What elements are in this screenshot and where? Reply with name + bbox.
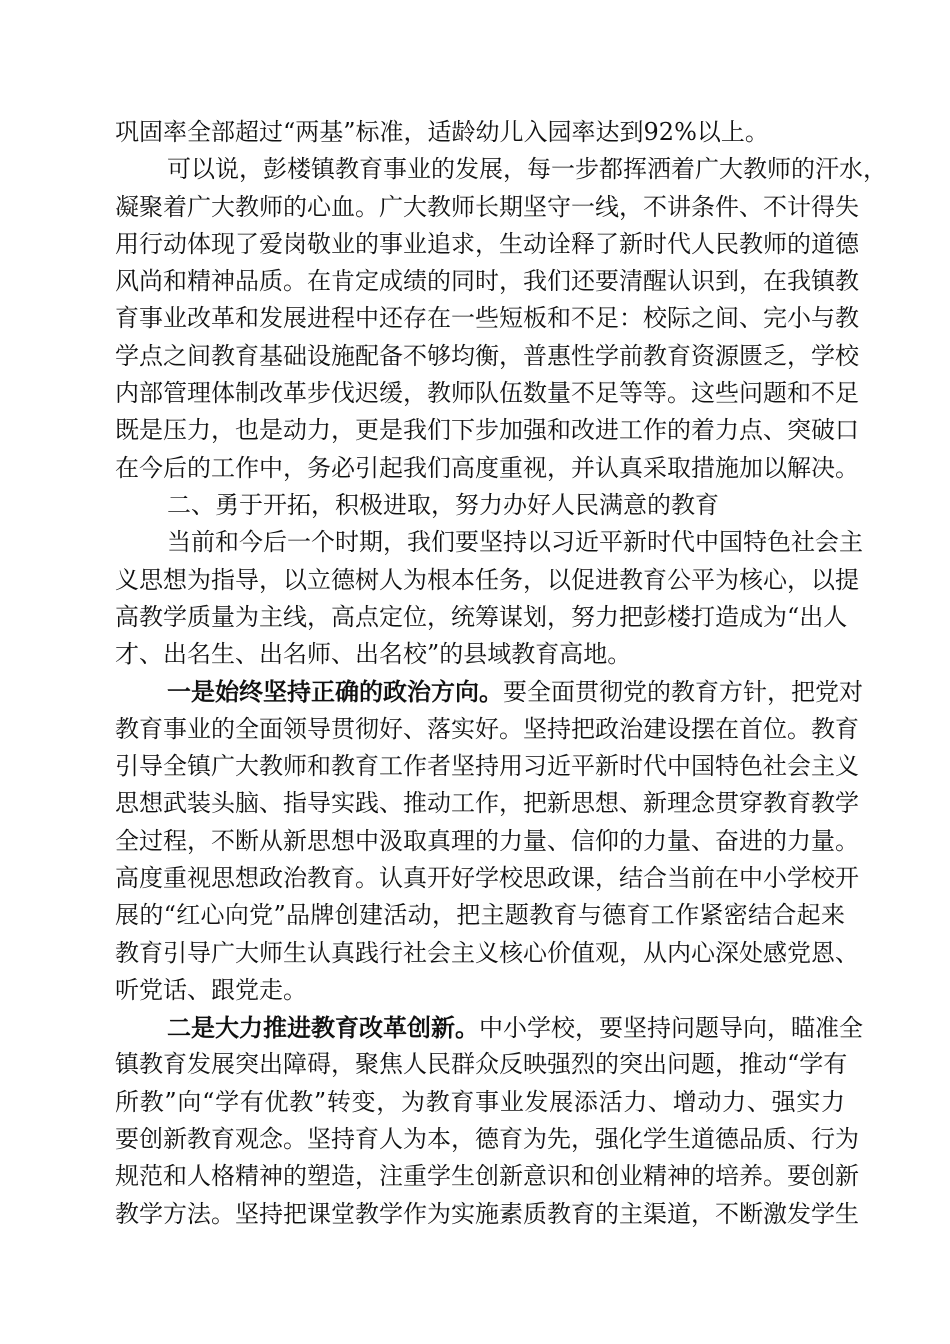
line-text: 学点之间教育基础设施配备不够均衡，普惠性学前教育资源匮乏，学校 xyxy=(115,341,859,370)
text-line xyxy=(115,673,863,710)
line-text: 才、出名生、出名师、出名校”的县域教育高地。 xyxy=(115,640,632,669)
text-line xyxy=(115,1158,859,1195)
text-line xyxy=(115,897,845,934)
text-line xyxy=(115,1046,848,1083)
text-line xyxy=(115,338,859,375)
line-text: 听党话、跟党走。 xyxy=(115,975,307,1004)
line-text: 风尚和精神品质。在肯定成绩的同时，我们还要清醒认识到，在我镇教 xyxy=(115,267,859,296)
line-text: 用行动体现了爱岗敬业的事业追求，生动诠释了新时代人民教师的道德 xyxy=(115,229,859,258)
para-teacher-contribution xyxy=(115,151,887,487)
text-line xyxy=(115,151,887,188)
text-line xyxy=(115,524,863,561)
line-text: 高度重视思想政治教育。认真开好学校思政课，结合当前在中小学校开 xyxy=(115,863,859,892)
line-text: 规范和人格精神的塑造，注重学生创新意识和创业精神的培养。要创新 xyxy=(115,1162,859,1191)
bold-lead: 二是大力推进教育改革创新。 xyxy=(167,1013,479,1043)
text-line xyxy=(115,487,845,524)
line-text: 引导全镇广大教师和教育工作者坚持用习近平新时代中国特色社会主义 xyxy=(115,752,859,781)
text-line xyxy=(115,300,859,337)
text-line xyxy=(115,189,859,226)
line-text: 凝聚着广大教师的心血。广大教师长期坚守一线，不讲条件、不计得失 xyxy=(115,192,859,221)
text-line xyxy=(115,935,859,972)
line-text: 要创新教育观念。坚持育人为本，德育为先，强化学生道德品质、行为 xyxy=(115,1125,859,1154)
text-line xyxy=(115,226,859,263)
document-page xyxy=(115,114,887,1233)
line-text: 教育事业的全面领导贯彻好、落实好。坚持把政治建设摆在首位。教育 xyxy=(115,714,859,743)
text-line xyxy=(115,1121,859,1158)
text-line xyxy=(115,748,859,785)
text-line xyxy=(115,785,859,822)
line-text: 义思想为指导，以立德树人为根本任务，以促进教育公平为核心，以提 xyxy=(115,565,859,594)
line-text: 全过程，不断从新思想中汲取真理的力量、信仰的力量、奋进的力量。 xyxy=(115,826,859,855)
line-text: 在今后的工作中，务必引起我们高度重视，并认真采取措施加以解决。 xyxy=(115,453,859,482)
text-line xyxy=(115,1196,859,1233)
text-line xyxy=(115,860,859,897)
para-reform-innovation xyxy=(115,1009,863,1233)
line-text: 中小学校，要坚持问题导向，瞄准全 xyxy=(479,1014,863,1043)
para-political-direction xyxy=(115,673,863,1009)
line-text: 教育引导广大师生认真践行社会主义核心价值观，从内心深处感党恩、 xyxy=(115,938,859,967)
line-text: 高教学质量为主线，高点定位，统筹谋划，努力把彭楼打造成为“出人 xyxy=(115,602,848,631)
para-guiding-thought xyxy=(115,524,863,673)
text-line xyxy=(115,599,848,636)
text-line xyxy=(115,711,859,748)
text-line xyxy=(115,1084,845,1121)
text-line xyxy=(115,562,859,599)
line-text: 要全面贯彻党的教育方针，把党对 xyxy=(503,678,863,707)
text-line xyxy=(115,1009,863,1046)
para-enrollment-end xyxy=(115,114,845,151)
text-line xyxy=(115,636,845,673)
line-text: 所教”向“学有优教”转变，为教育事业发展添活力、增动力、强实力 xyxy=(115,1087,845,1116)
text-line xyxy=(115,263,859,300)
text-line xyxy=(115,375,859,412)
text-line xyxy=(115,412,859,449)
line-text: 二、勇于开拓，积极进取，努力办好人民满意的教育 xyxy=(167,490,719,519)
line-text: 当前和今后一个时期，我们要坚持以习近平新时代中国特色社会主 xyxy=(167,528,863,557)
line-text: 镇教育发展突出障碍，聚焦人民群众反映强烈的突出问题，推动“学有 xyxy=(115,1050,848,1079)
line-text: 育事业改革和发展进程中还存在一些短板和不足：校际之间、完小与教 xyxy=(115,304,859,333)
line-text: 思想武装头脑、指导实践、推动工作，把新思想、新理念贯穿教育教学 xyxy=(115,789,859,818)
text-line xyxy=(115,450,859,487)
line-text: 巩固率全部超过“两基”标准，适龄幼儿入园率达到92%以上。 xyxy=(115,118,769,146)
line-text: 既是压力，也是动力，更是我们下步加强和改进工作的着力点、突破口 xyxy=(115,416,859,445)
text-line xyxy=(115,823,859,860)
text-line xyxy=(115,114,845,151)
line-text: 内部管理体制改革步伐迟缓，教师队伍数量不足等等。这些问题和不足 xyxy=(115,379,859,408)
line-text: 教学方法。坚持把课堂教学作为实施素质教育的主渠道，不断激发学生 xyxy=(115,1199,859,1228)
line-text: 展的“红心向党”品牌创建活动，把主题教育与德育工作紧密结合起来 xyxy=(115,901,845,930)
text-line xyxy=(115,972,845,1009)
bold-lead: 一是始终坚持正确的政治方向。 xyxy=(167,677,503,707)
section-heading-two xyxy=(115,487,845,524)
line-text: 可以说，彭楼镇教育事业的发展，每一步都挥洒着广大教师的汗水， xyxy=(167,155,887,184)
